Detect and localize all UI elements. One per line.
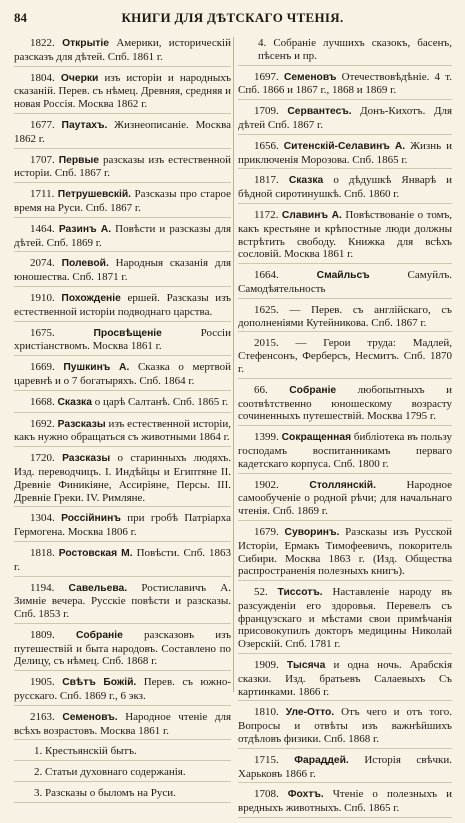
entry-number: 1. (34, 745, 45, 758)
entry-text: Перев. съ южно-русскаго. Спб. 1869 г., 6 экз. (14, 676, 231, 703)
entry-number: 1675. (30, 326, 94, 339)
entry-number: 1909. (254, 659, 287, 672)
running-title: КНИГИ ДЛЯ ДѢТСКАГО ЧТЕНІЯ. (121, 10, 344, 25)
entry-name: Савельева. (68, 582, 128, 594)
catalog-entry (14, 37, 231, 67)
entry-name: Просвѣщеніе (93, 327, 162, 339)
entry-text: разсказы изъ естественной исторіи. Спб. 1867 г. (14, 153, 231, 180)
entry-text: Повѣсти. Спб. 1863 г. (14, 546, 231, 573)
catalog-entry (238, 304, 452, 333)
entry-name: Россійнинъ (61, 513, 121, 525)
entry-number: 1804. (30, 71, 61, 84)
entry-text: Народныя сказанія для юношества. Спб. 1871 г. (14, 257, 231, 284)
entry-number: 1399. (254, 431, 282, 444)
catalog-entry (14, 745, 231, 761)
entry-number: 1822. (30, 37, 63, 49)
catalog-entry (14, 582, 231, 624)
entry-text: Исторія свѣчки. Харьковъ 1866 г. (238, 753, 452, 780)
entry-text: ершей. Разсказы изъ естественной исторіи подводнаго царства. (14, 291, 231, 318)
catalog-entry (238, 269, 452, 299)
entry-number: 2. (34, 766, 45, 779)
entry-number: 1902. (254, 478, 310, 491)
entry-name: Разсказы (57, 418, 106, 430)
entry-name: Сервантесъ. (287, 106, 352, 118)
entry-number: 1697. (254, 70, 284, 83)
entry-number: 1677. (30, 118, 62, 131)
entry-number: 1707. (30, 153, 59, 166)
entry-text: Народное чтеніе для всѣхъ возрастовъ. Москва 1861 г. (14, 710, 232, 737)
entry-number: 1817. (254, 174, 289, 187)
entry-text: любопытныхъ и соотвѣтственно юношескому возрасту сочиненныхъ путешествій. Москва 1795 г. (238, 383, 452, 423)
entry-number: 2015. (254, 337, 296, 350)
entry-number: 1656. (254, 139, 284, 152)
entry-name: Славинъ А. (281, 209, 342, 221)
entry-text: Разсказы о быломъ на Руси. (45, 787, 176, 800)
entry-number: 1709. (254, 105, 288, 118)
entry-text: при гробѣ Патріарха Гермогена. Москва 1806 г. (14, 512, 232, 539)
entry-name: Смайльсъ (316, 270, 370, 282)
entry-text: Отечествовѣдѣніе. 4 т. Спб. 1866 и 1867 г., 1868 и 1869 г. (238, 70, 452, 97)
entry-name: Тысяча (286, 660, 326, 672)
catalog-entry (14, 629, 231, 671)
catalog-entry (14, 676, 231, 706)
entry-number: 1669. (30, 361, 64, 374)
entry-text: Разсказы про старое время на Руси. Спб. 1867 г. (14, 188, 231, 214)
page-number: 84 (14, 10, 27, 25)
catalog-entry (14, 512, 231, 542)
entry-text: о старинныхъ людяхъ. Изд. переводчицъ. I. Индѣйцы и Египтяне II. Древніе Финикіяне, Ассиріяне, Персы. III. Древніе Греки. IV. Римляне. (14, 452, 231, 504)
entry-text: библіотека въ пользу господамъ воспитанникамъ перваго кадетскаго корпуса. Спб. 1800 г. (238, 431, 452, 470)
entry-text: Жизнеописаніе. Москва 1862 г. (14, 118, 232, 145)
catalog-entry (238, 209, 452, 264)
entry-text: Америки, историческій разсказъ для дѣтей. Спб. 1861 г. (14, 37, 231, 63)
entry-text: разсказовъ изъ путешествій и быта народовъ. Составлено по Делицу, съ нѣмец. Спб. 1868 г. (14, 628, 232, 668)
catalog-entry (238, 337, 452, 378)
entry-number: 1810. (254, 706, 286, 719)
entry-text: и одна ночь. Арабскія сказки. Изд. братьевъ Салаевыхъ Съ картинками. 1866 г. (238, 659, 452, 698)
entry-number: 1464. (30, 222, 59, 235)
right-column (238, 37, 452, 823)
entry-text: изъ естественной исторіи, какъ нужно обращаться съ животными 1864 г. (14, 417, 231, 444)
entry-text: Сказка о мертвой царевнѣ и о 7 богатыряхъ. Спб. 1864 г. (14, 361, 231, 387)
entry-number: 1720. (30, 452, 63, 465)
entry-text: Повѣствованіе о томъ, какъ крестьяне и крѣпостные люди должны встрѣтить свободу. Книжка для всѣхъ сословій. Москва 1861 г. (238, 208, 453, 261)
entry-text: — Перев. съ англійскаго, съ дополненіями Кутейникова. Спб. 1867 г. (238, 303, 452, 329)
catalog-entry (14, 418, 231, 448)
entry-name: Очерки (60, 72, 99, 84)
entry-name: Фохтъ. (287, 789, 324, 801)
catalog-entry (14, 154, 231, 184)
entry-number: 1664. (254, 269, 317, 282)
catalog-entry (14, 547, 231, 577)
entry-number: 4. (258, 37, 274, 49)
entry-number: 1194. (30, 581, 69, 594)
entry-name: Ростовская М. (58, 547, 133, 559)
catalog-entry (14, 711, 231, 741)
entry-number: 1809. (30, 628, 76, 641)
entry-name: Уле-Отто. (285, 707, 335, 719)
entry-name: Фараддей. (294, 754, 349, 766)
catalog-entry (238, 788, 452, 818)
entry-number: 1304. (30, 512, 62, 525)
entry-name: Сказка (288, 175, 324, 187)
entry-name: Свѣтъ Божій. (62, 677, 137, 689)
entry-name: Тиссотъ. (277, 587, 323, 599)
catalog-entry (238, 754, 452, 784)
catalog-entry (238, 37, 452, 66)
entry-number: 1679. (254, 525, 285, 538)
entry-name: Похожденіе (61, 292, 121, 304)
catalog-entry (238, 431, 452, 473)
entry-name: Первые (58, 154, 100, 166)
entry-name: Столлянскій. (309, 479, 376, 491)
catalog-entry (238, 479, 452, 521)
entry-number: 1692. (30, 417, 58, 430)
catalog-entry (14, 188, 231, 218)
entry-name: Собраніе (289, 384, 337, 396)
entry-text: Россіи христіанствомъ. Москва 1861 г. (14, 326, 231, 353)
entry-number: 1715. (254, 753, 295, 766)
entry-text: Самуйлъ. Самодѣятельность (238, 269, 453, 295)
entry-text: — Герои труда: Мадлей, Стефенсонъ, Ферберсъ, Несмитъ. Спб. 1870 г. (238, 337, 452, 375)
column-divider (233, 37, 234, 692)
catalog-entry (14, 787, 231, 803)
entry-text: изъ исторіи и народныхъ сказаній. Перев. съ нѣмец. Древняя, средняя и новая Россія. Москва 1862 г. (14, 71, 232, 111)
entry-name: Суворинъ. (284, 526, 340, 538)
entry-number: 2074. (30, 257, 62, 270)
entry-number: 1668. (30, 395, 58, 408)
left-column (14, 37, 231, 808)
entry-name: Ситенскій-Селавинъ А. (283, 140, 406, 152)
entry-name: Разсказы (62, 453, 111, 465)
entry-number: 1708. (254, 788, 288, 801)
catalog-entry (238, 71, 452, 101)
catalog-entry (14, 452, 231, 507)
entry-text: Ростиславичъ А. Зимніе вечера. Русскіе повѣсти и разсказы. Спб. 1853 г. (14, 581, 231, 621)
catalog-entry (238, 586, 452, 654)
catalog-entry (14, 292, 231, 322)
entry-number: 1711. (30, 188, 58, 201)
page-header (14, 8, 451, 28)
entry-text: Разсказы изъ Русской Исторіи, Ермакъ Тимофеевичъ, покоритель Сибири. Москва 1863 г. (Изд. Общества распространенія полезныхъ книгъ). (238, 525, 453, 578)
catalog-entry (238, 105, 452, 135)
entry-name: Пушкинъ А. (63, 362, 130, 374)
catalog-entry (238, 174, 452, 204)
entry-text: Народное самообученіе о родной рѣчи; для начальнаго чтенія. Спб. 1869 г. (238, 478, 453, 518)
entry-number: 1625. (254, 303, 290, 316)
entry-number: 2163. (30, 710, 63, 723)
entry-text: Статьи духовнаго содержанія. (45, 766, 186, 779)
entry-number: 1905. (30, 676, 63, 689)
catalog-entry (14, 766, 231, 782)
entry-name: Полевой. (61, 258, 109, 270)
entry-number: 3. (34, 787, 45, 800)
entry-text: Донъ-Кихотъ. Для дѣтей Спб. 1867 г. (238, 105, 453, 131)
catalog-entry (14, 223, 231, 253)
catalog-entry (238, 140, 452, 170)
catalog-entry (238, 526, 452, 581)
entry-text: Крестьянскій бытъ. (45, 745, 137, 758)
entry-text: Наставленіе народу въ разсужденіи его здоровья. Перевелъ съ французскаго и мѣстами свои примѣчанія присовокупилъ докторъ медицины Николай Озерскій. Спб. 1781 г. (238, 586, 452, 651)
catalog-entry (238, 384, 452, 426)
entry-text: Чтеніе о полезныхъ и вредныхъ животныхъ. Спб. 1865 г. (238, 788, 452, 815)
catalog-entry (14, 257, 231, 287)
catalog-entry (238, 706, 452, 748)
entry-name: Паутахъ. (61, 119, 108, 131)
catalog-entry (14, 119, 231, 149)
entry-number: 1818. (30, 546, 59, 559)
entry-name: Сказка (57, 396, 92, 408)
entry-number: 52. (254, 586, 278, 599)
entry-text: Жизнь и приключенія Морозова. Спб. 1865 г. (238, 139, 452, 166)
entry-number: 1910. (30, 291, 62, 304)
entry-number: 1172. (254, 208, 282, 221)
entry-text: Собраніе лучшихъ сказокъ, басенъ, пѣсенъ и пр. (258, 37, 452, 62)
entry-text: о дѣдушкѣ Январѣ и бѣдной сиротинушкѣ. Спб. 1860 г. (238, 174, 453, 201)
entry-text: Отъ чего и отъ того. Вопросы и отвѣты изъ важнѣйшихъ отдѣловъ физики. Спб. 1868 г. (238, 706, 453, 746)
catalog-entry (14, 396, 231, 413)
entry-text: о царѣ Салтанѣ. Спб. 1865 г. (91, 395, 229, 408)
catalog-entry (14, 327, 231, 357)
entry-number: 66. (254, 383, 290, 396)
entry-name: Открытіе (62, 38, 109, 49)
catalog-entry (238, 659, 452, 701)
catalog-entry (14, 72, 231, 114)
entry-name: Разинъ А. (58, 223, 112, 235)
entry-name: Семеновъ. (62, 711, 118, 723)
entry-text: Повѣсти и разсказы для дѣтей. Спб. 1869 г. (14, 222, 232, 249)
entry-name: Собраніе (75, 629, 123, 641)
entry-name: Петрушевскій. (57, 189, 132, 201)
entry-name: Семеновъ (283, 71, 337, 83)
entry-name: Сокращенная (281, 432, 352, 444)
catalog-entry (14, 361, 231, 391)
